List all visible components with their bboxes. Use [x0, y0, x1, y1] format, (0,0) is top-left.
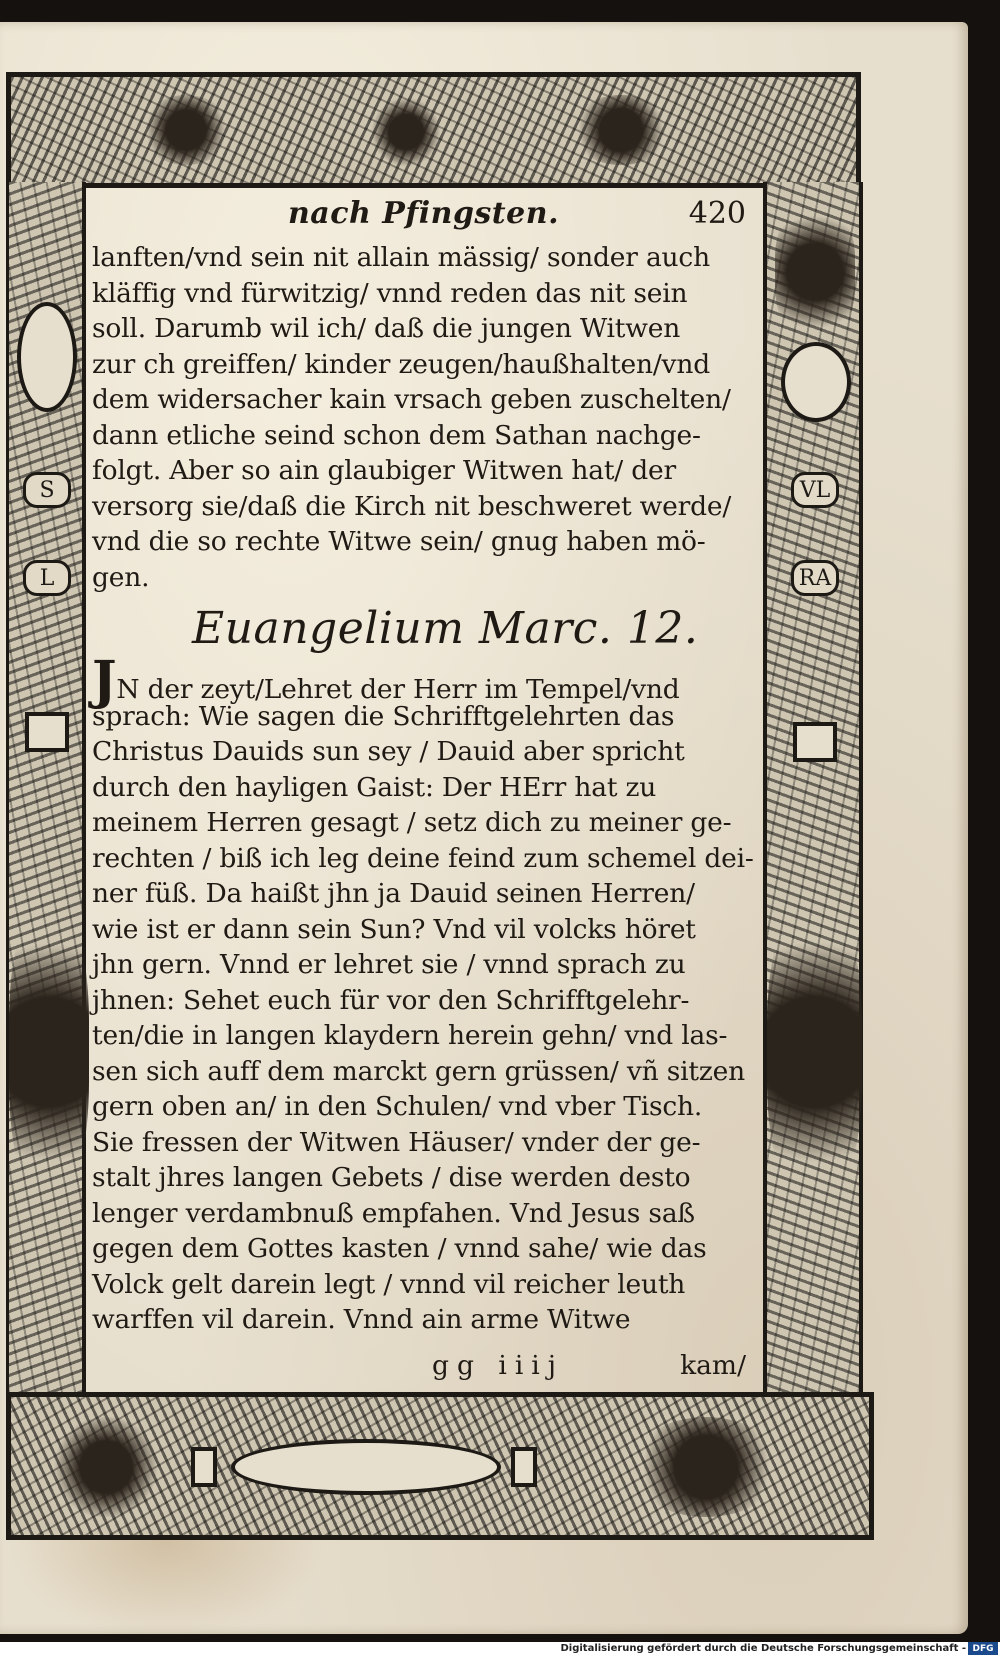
text-line: dem widersacher kain vrsach geben zuschelten/	[92, 384, 731, 415]
cartouche-right-lower: RA	[791, 560, 839, 596]
text-line: Christus Dauids sun sey / Dauid aber spricht	[92, 736, 685, 767]
cherub-ornament	[371, 97, 441, 167]
book-page	[0, 22, 968, 1634]
column-block	[25, 712, 69, 752]
text-line: durch den hayligen Gaist: Der HErr hat zu	[92, 771, 657, 803]
woodcut-border-bottom	[6, 1392, 874, 1540]
cartouche-slot	[511, 1447, 537, 1487]
woodcut-border-left	[6, 182, 86, 1397]
text-line: versorg sie/daß die Kirch nit beschweret werde/	[92, 490, 732, 522]
squirrel-ornament	[775, 202, 855, 342]
running-head: nach Pfingsten.	[288, 196, 560, 231]
text-line-with-initial	[92, 650, 754, 711]
text-line: gegen dem Gottes kasten / vnnd sahe/ wie das	[92, 1233, 707, 1264]
text-line: jhnen: Sehet euch für vor den Schrifftgelehr-	[92, 984, 690, 1016]
woodcut-border-top	[6, 72, 861, 188]
text-line: lenger verdambnuß empfahen. Vnd Jesus saß	[92, 1197, 695, 1229]
text-line: N der zeyt/Lehret der Herr im Tempel/vnd	[116, 674, 680, 705]
text-line: stalt jhres langen Gebets / dise werden desto	[92, 1162, 691, 1193]
animal-ornament	[631, 1417, 781, 1517]
text-line: sen sich auff dem marckt gern grüssen/ vñ sitzen	[92, 1055, 745, 1087]
digitization-footer	[0, 1642, 1000, 1655]
text-line: Sie fressen der Witwen Häuser/ vnder der ge-	[92, 1126, 701, 1158]
text-line: rechten / biß ich leg deine feind zum schemel dei-	[92, 842, 754, 874]
text-line: gen.	[92, 561, 150, 593]
text-line: zur ch greiffen/ kinder zeugen/haußhalten/vnd	[92, 348, 710, 380]
woodcut-border-right	[763, 182, 863, 1397]
text-line: jhn gern. Vnnd er lehret sie / vnnd sprach zu	[92, 949, 686, 980]
figure-ornament	[9, 902, 89, 1202]
cartouche-slot	[191, 1447, 217, 1487]
bird-ornament	[141, 95, 231, 165]
epistle-text-end	[92, 240, 754, 595]
drop-initial: J	[92, 650, 117, 711]
text-line: wie ist er dann sein Sun? Vnd vil volcks höret	[92, 913, 696, 945]
text-line: warffen vil darein. Vnnd ain arme Witwe	[92, 1304, 631, 1335]
figure-ornament	[767, 902, 862, 1202]
text-line: soll. Darumb wil ich/ daß die jungen Witwen	[92, 313, 681, 344]
funding-note: Digitalisierung gefördert durch die Deutsche Forschungsgemeinschaft -	[560, 1643, 966, 1654]
text-line: vnd die so rechte Witwe sein/ gnug haben mö-	[92, 526, 706, 557]
page-number: 420	[688, 196, 746, 231]
text-line: sprach: Wie sagen die Schrifftgelehrten das	[92, 700, 675, 732]
section-heading: Euangelium Marc. 12.	[192, 603, 699, 654]
catchword: kam/	[680, 1350, 746, 1381]
text-line: kläffig vnd fürwitzig/ vnnd reden das nit sein	[92, 277, 688, 309]
cartouche-left-lower: L	[23, 560, 71, 596]
signature-mark: gg iiij	[432, 1350, 564, 1381]
text-block	[92, 190, 754, 1381]
page-header	[92, 190, 754, 240]
text-line: Volck gelt darein legt / vnnd vil reicher leuth	[92, 1268, 686, 1300]
text-line: lanften/vnd sein nit allain mässig/ sonder auch	[92, 242, 710, 273]
bird-ornament	[571, 95, 671, 165]
text-line: ten/die in langen klaydern herein gehn/ vnd las-	[92, 1020, 728, 1051]
signature-line	[92, 1350, 754, 1386]
text-line: meinem Herren gesagt / setz dich zu meiner ge-	[92, 807, 732, 838]
column-globe	[781, 342, 851, 422]
text-line: gern oben an/ in den Schulen/ vnd vber Tisch.	[92, 1091, 703, 1122]
column-globe	[17, 302, 77, 412]
column-block	[793, 722, 837, 762]
text-line: dann etliche seind schon dem Sathan nachge-	[92, 419, 701, 451]
dfg-logo: DFG	[968, 1642, 998, 1655]
central-cartouche	[231, 1439, 501, 1495]
animal-ornament	[51, 1417, 161, 1517]
cartouche-left-upper: S	[23, 472, 71, 508]
text-line: folgt. Aber so ain glaubiger Witwen hat/ der	[92, 455, 676, 486]
text-line: ner füß. Da haißt jhn ja Dauid seinen Herren/	[92, 878, 695, 909]
cartouche-right-upper: VL	[791, 472, 839, 508]
gospel-text	[92, 650, 754, 1338]
